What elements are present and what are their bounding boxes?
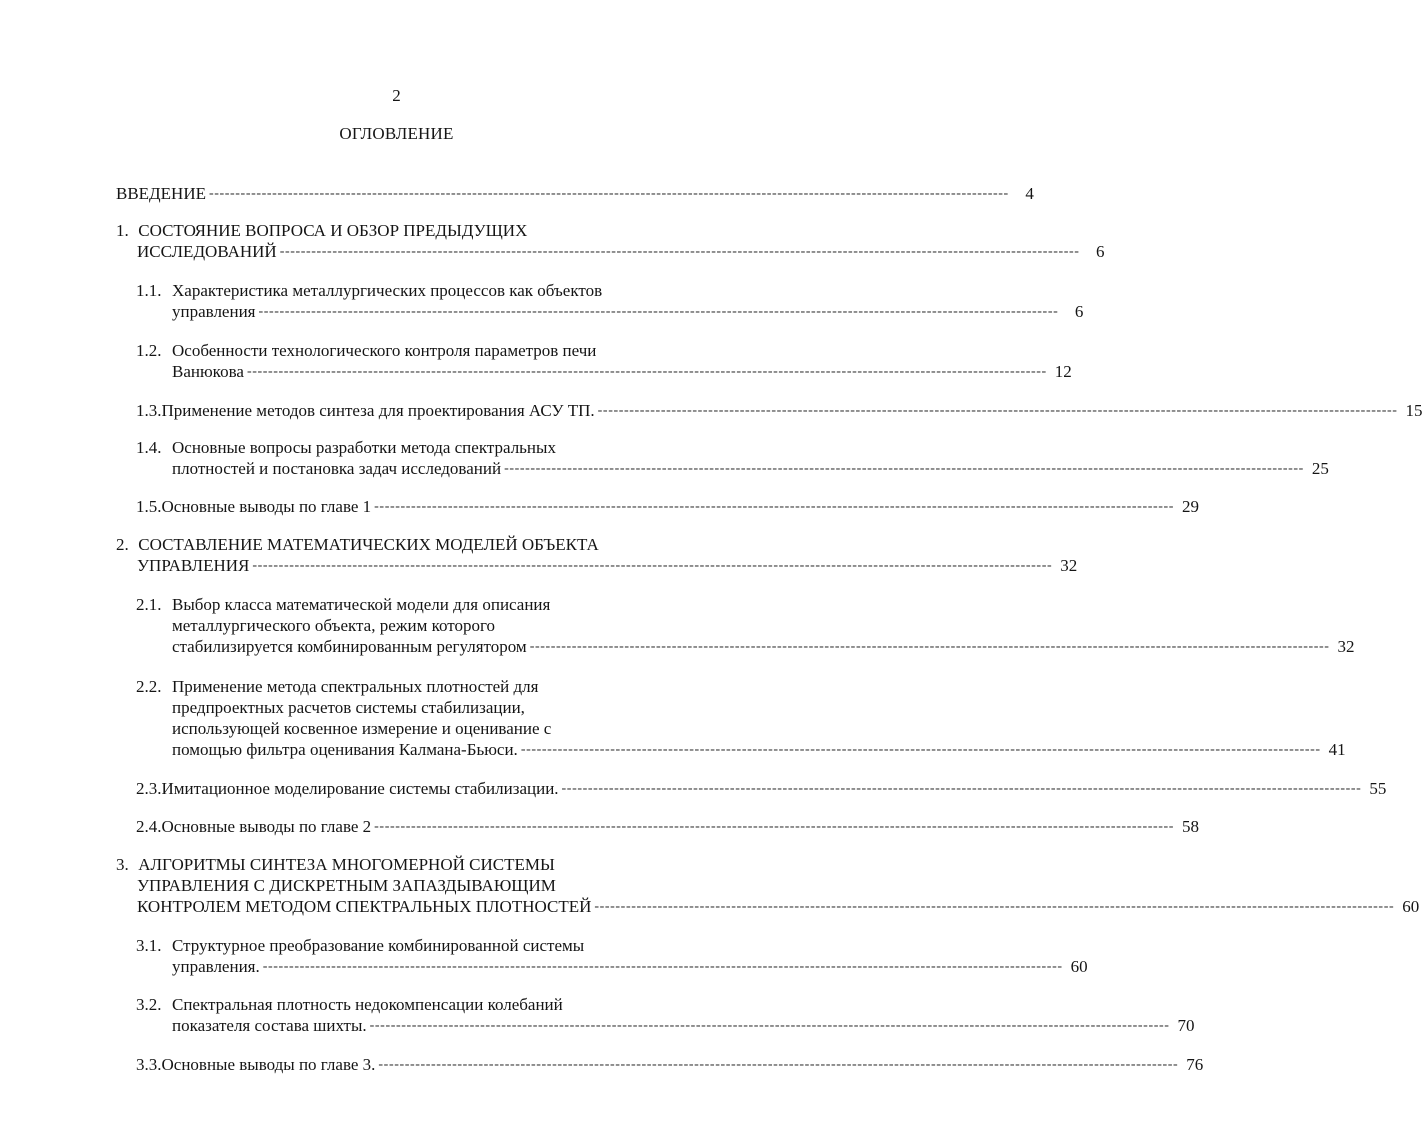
toc-entry-title: Применение метода спектральных плотностей для <box>172 677 539 696</box>
toc-entry-title: Спектральная плотность недокомпенсации колебаний <box>172 995 563 1014</box>
toc-entry-title: УПРАВЛЕНИЯ С ДИСКРЕТНЫМ ЗАПАЗДЫВАЮЩИМ <box>137 876 556 895</box>
toc-entry-number: 1.5. <box>136 497 162 516</box>
toc-leader: -------------------------------------------------------------------------------------------------------------------------------------------------------- <box>374 819 1175 834</box>
toc-entry-number: 1.1. <box>136 281 162 300</box>
toc-entry-title: Основные выводы по главе 3. <box>161 1055 376 1074</box>
toc-leader: -------------------------------------------------------------------------------------------------------------------------------------------------------- <box>529 639 1330 654</box>
toc-page-number: 60 <box>1402 897 1420 916</box>
toc-leader: -------------------------------------------------------------------------------------------------------------------------------------------------------- <box>252 558 1053 573</box>
toc-entry-number: 2. <box>116 535 129 554</box>
toc-entry-title: использующей косвенное измерение и оценивание с <box>172 719 552 738</box>
toc-leader: -------------------------------------------------------------------------------------------------------------------------------------------------------- <box>520 742 1321 757</box>
toc-entry-title: ИССЛЕДОВАНИЙ <box>137 242 277 261</box>
toc-entry-title: Выбор класса математической модели для описания <box>172 595 551 614</box>
toc-entry-title: Основные выводы по главе 2 <box>161 817 372 836</box>
toc-entry-number: 3.3. <box>136 1055 162 1074</box>
toc-leader: -------------------------------------------------------------------------------------------------------------------------------------------------------- <box>597 403 1398 418</box>
toc-entry-title: СОСТАВЛЕНИЕ МАТЕМАТИЧЕСКИХ МОДЕЛЕЙ ОБЪЕКТА <box>138 535 599 554</box>
toc-entry-title: стабилизируется комбинированным регулятором <box>172 637 527 656</box>
toc-entry-title: ВВЕДЕНИЕ <box>116 184 206 203</box>
toc-entry-title: Применение методов синтеза для проектирования АСУ ТП. <box>161 401 595 420</box>
toc-entry-section-2-3 <box>136 778 1387 799</box>
toc-page-number: 55 <box>1369 779 1387 798</box>
toc-leader: -------------------------------------------------------------------------------------------------------------------------------------------------------- <box>279 244 1080 259</box>
toc-leader: -------------------------------------------------------------------------------------------------------------------------------------------------------- <box>208 186 1009 201</box>
toc-entry-number: 2.2. <box>136 677 162 696</box>
toc-entry-section-1-2 <box>136 340 1072 382</box>
toc-entry-chapter-3 <box>116 854 1420 917</box>
toc-page-number: 32 <box>1337 637 1355 656</box>
toc-entry-title: Ванюкова <box>172 362 244 381</box>
toc-entry-section-2-2 <box>136 676 1346 760</box>
toc-entry-title: СОСТОЯНИЕ ВОПРОСА И ОБЗОР ПРЕДЫДУЩИХ <box>138 221 528 240</box>
toc-page-number: 4 <box>1025 184 1034 203</box>
toc-entry-number: 1. <box>116 221 129 240</box>
toc-entry-title: предпроектных расчетов системы стабилизации, <box>172 698 525 717</box>
toc-entry-section-1-5 <box>136 496 1200 517</box>
toc-page-number: 76 <box>1186 1055 1204 1074</box>
toc-page-number: 58 <box>1182 817 1200 836</box>
toc-entry-section-1-1 <box>136 280 1084 322</box>
toc-entry-chapter-2 <box>116 534 1078 576</box>
toc-leader: -------------------------------------------------------------------------------------------------------------------------------------------------------- <box>374 499 1175 514</box>
toc-entry-title: Характеристика металлургических процессов как объектов <box>172 281 603 300</box>
toc-page-number: 25 <box>1311 459 1329 478</box>
toc-entry-section-3-3 <box>136 1054 1204 1075</box>
toc-page-number: 6 <box>1096 242 1105 261</box>
toc-entry-title: управления <box>172 302 256 321</box>
toc-page-number: 12 <box>1054 362 1072 381</box>
toc-entry-section-1-3 <box>136 400 1423 421</box>
toc-entry-title: Основные выводы по главе 1 <box>161 497 372 516</box>
toc-page-number: 15 <box>1405 401 1423 420</box>
toc-entry-title: АЛГОРИТМЫ СИНТЕЗА МНОГОМЕРНОЙ СИСТЕМЫ <box>138 855 555 874</box>
toc-entry-chapter-1 <box>116 220 1105 262</box>
toc-entry-section-2-1 <box>136 594 1355 657</box>
toc-page-number: 41 <box>1328 740 1346 759</box>
toc-leader: -------------------------------------------------------------------------------------------------------------------------------------------------------- <box>369 1018 1170 1033</box>
toc-entry-title: плотностей и постановка задач исследований <box>172 459 502 478</box>
toc-entry-section-2-4 <box>136 816 1200 837</box>
toc-entry-number: 3. <box>116 855 129 874</box>
toc-entry-number: 3.2. <box>136 995 162 1014</box>
toc-entry-section-1-4 <box>136 437 1329 479</box>
toc-leader: -------------------------------------------------------------------------------------------------------------------------------------------------------- <box>258 304 1059 319</box>
toc-entry-intro <box>116 183 1034 204</box>
toc-entry-number: 3.1. <box>136 936 162 955</box>
toc-entry-title: металлургического объекта, режим которого <box>172 616 496 635</box>
toc-entry-title: помощью фильтра оценивания Калмана-Бьюси. <box>172 740 518 759</box>
toc-leader: -------------------------------------------------------------------------------------------------------------------------------------------------------- <box>246 364 1047 379</box>
toc-leader: -------------------------------------------------------------------------------------------------------------------------------------------------------- <box>378 1057 1179 1072</box>
toc-entry-number: 2.3. <box>136 779 162 798</box>
toc-leader: -------------------------------------------------------------------------------------------------------------------------------------------------------- <box>504 461 1304 476</box>
toc-leader: -------------------------------------------------------------------------------------------------------------------------------------------------------- <box>262 959 1063 974</box>
toc-entry-number: 1.2. <box>136 341 162 360</box>
toc-entry-title: Особенности технологического контроля параметров печи <box>172 341 597 360</box>
page-number: 2 <box>392 86 401 105</box>
toc-leader: -------------------------------------------------------------------------------------------------------------------------------------------------------- <box>561 781 1362 796</box>
toc-entry-title: Имитационное моделирование системы стабилизации. <box>161 779 559 798</box>
toc-page-number: 60 <box>1070 957 1088 976</box>
toc-entry-title: показателя состава шихты. <box>172 1016 367 1035</box>
toc-entry-number: 2.1. <box>136 595 162 614</box>
toc-page-number: 70 <box>1177 1016 1195 1035</box>
toc-page-number: 29 <box>1182 497 1200 516</box>
toc-heading: ОГЛОВЛЕНИЕ <box>339 124 454 143</box>
toc-entry-title: Основные вопросы разработки метода спектральных <box>172 438 556 457</box>
toc-entry-title: УПРАВЛЕНИЯ <box>137 556 250 575</box>
toc-entry-number: 1.4. <box>136 438 162 457</box>
toc-entry-section-3-2 <box>136 994 1195 1036</box>
toc-entry-section-3-1 <box>136 935 1088 977</box>
toc-leader: -------------------------------------------------------------------------------------------------------------------------------------------------------- <box>594 899 1395 914</box>
toc-entry-title: управления. <box>172 957 260 976</box>
toc-page-number: 6 <box>1074 302 1084 321</box>
toc-entry-number: 2.4. <box>136 817 162 836</box>
toc-page-number: 32 <box>1060 556 1078 575</box>
toc-entry-title: КОНТРОЛЕМ МЕТОДОМ СПЕКТРАЛЬНЫХ ПЛОТНОСТЕЙ <box>137 897 592 916</box>
toc-entry-title: Структурное преобразование комбинированной системы <box>172 936 585 955</box>
toc-entry-number: 1.3. <box>136 401 162 420</box>
